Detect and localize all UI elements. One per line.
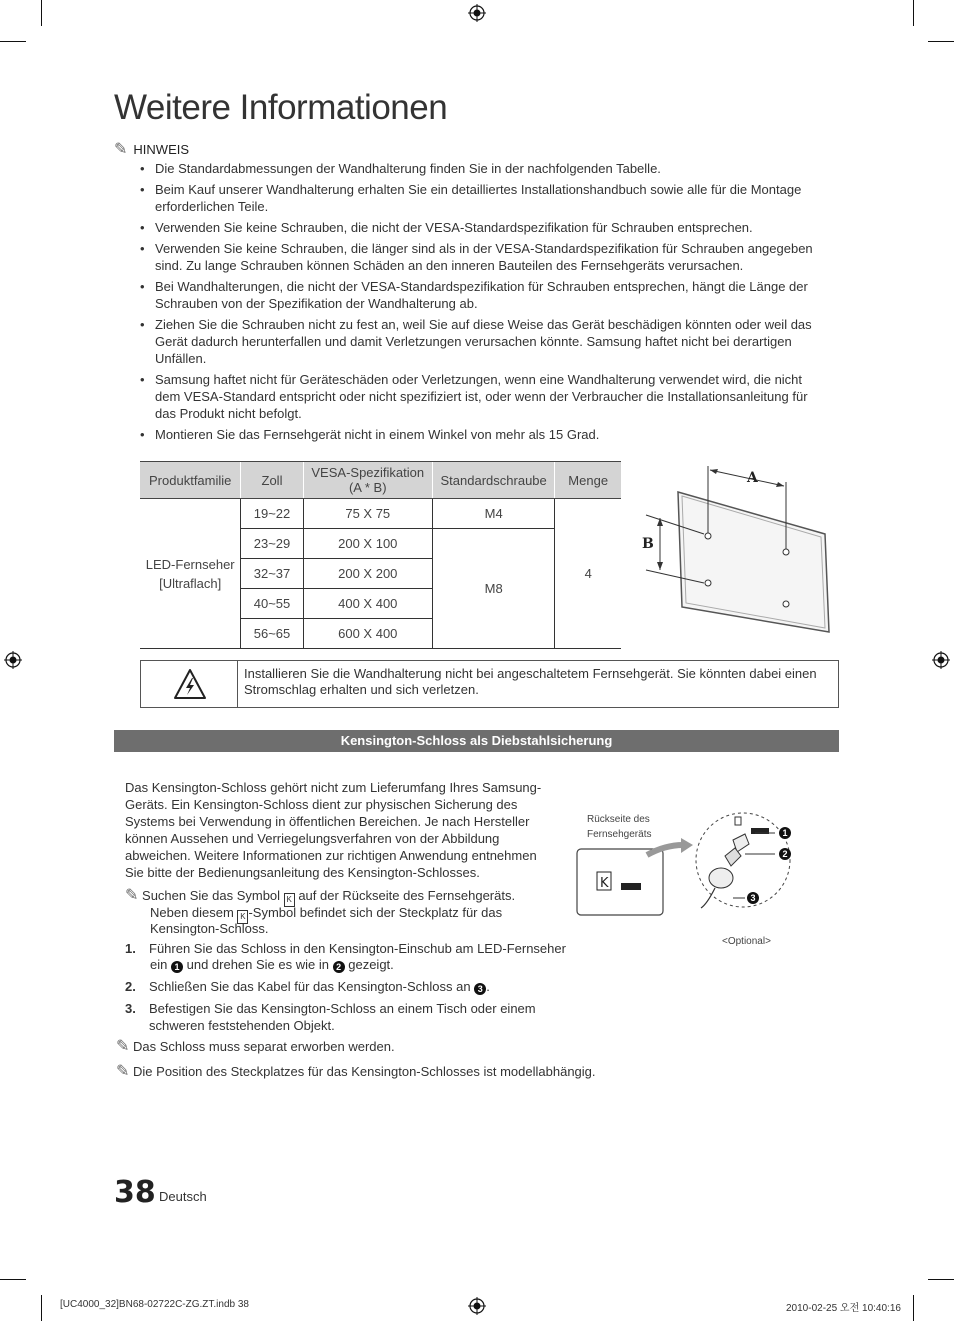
size-cell: 40~55 bbox=[241, 589, 303, 619]
imprint-date: 2010-02-25 오전 10:40:16 bbox=[786, 1303, 901, 1314]
list-item: • Ziehen Sie die Schrauben nicht zu fest an, weil Sie auf diese Weise das Gerät beschädigen könnten oder weil das Gerät dadurch herunterfallen und damit Verletzungen verursachen könnte. Samsung haftet nicht bei derartigen Unfällen. bbox=[138, 316, 828, 367]
vesa-cell: 200 X 200 bbox=[303, 559, 432, 589]
page-language: Deutsch bbox=[159, 1189, 207, 1204]
pencil-icon: ✎ bbox=[125, 887, 139, 904]
imprint-file: [UC4000_32]BN68-02722C-ZG.ZT.indb 38 bbox=[60, 1299, 249, 1310]
vesa-diagram bbox=[640, 460, 840, 645]
registration-mark-icon bbox=[468, 1297, 486, 1315]
figure-label: Rückseite des Fernsehgeräts bbox=[587, 814, 652, 840]
kensington-note-symbol-cont: Neben diesem K -Symbol befindet sich der Steckplatz für das bbox=[150, 904, 560, 924]
size-cell: 23~29 bbox=[241, 529, 303, 559]
kensington-lock-figure bbox=[575, 800, 805, 930]
kensington-note-symbol-cont: Kensington-Schloss. bbox=[150, 921, 269, 936]
vesa-cell: 75 X 75 bbox=[303, 499, 432, 529]
list-item: • Beim Kauf unserer Wandhalterung erhalten Sie ein detailliertes Installationshandbuch sowie alle für die Montage erforderlichen Teile. bbox=[138, 181, 828, 215]
wall-mount-spec-table bbox=[140, 461, 621, 649]
step-1: 1. Führen Sie das Schloss in den Kensington-Einschub am LED-Fernseher bbox=[125, 941, 566, 956]
registration-mark-icon bbox=[4, 651, 22, 669]
kensington-note-position: ✎ Die Position des Steckplatzes für das Kensington-Schlosses ist modellabhängig. bbox=[116, 1063, 596, 1080]
list-item: • Verwenden Sie keine Schrauben, die nicht der VESA-Standardspezifikation für Schrauben entsprechen. bbox=[138, 219, 828, 236]
screw-cell: M8 bbox=[432, 529, 554, 649]
step-3: 3. Befestigen Sie das Kensington-Schloss an einem Tisch oder einem schweren feststehenden Objekt. bbox=[125, 1001, 536, 1033]
crop-mark bbox=[41, 0, 42, 26]
table-row bbox=[140, 499, 621, 529]
warning-icon-cell bbox=[141, 661, 238, 707]
pencil-icon: ✎ bbox=[116, 1063, 130, 1080]
page-number: 38 bbox=[114, 1175, 156, 1210]
registration-mark-icon bbox=[468, 4, 486, 22]
size-cell: 19~22 bbox=[241, 499, 303, 529]
column-header: Standardschraube bbox=[432, 462, 554, 499]
kensington-intro: Das Kensington-Schloss gehört nicht zum Lieferumfang Ihres Samsung-Geräts. Ein Kensington-Schloss dient zur physischen Sicherung des Systems bei Verwendung in öffentlichen Bereichen. Je nach Hersteller können Aussehen und Verriegelungsverfahren von der Abbildung abweichen. Weitere Informationen zur richtigen Anwendung entnehmen Sie bitte der Bedienungsanleitung des Kensington-Schlosses. bbox=[125, 780, 542, 880]
note-list bbox=[138, 160, 828, 447]
figure-optional-label: <Optional> bbox=[722, 936, 771, 947]
crop-mark bbox=[0, 41, 26, 42]
kensington-note-symbol: ✎ Suchen Sie das Symbol K auf der Rückseite des Fernsehgeräts. bbox=[125, 887, 555, 907]
crop-mark bbox=[928, 1279, 954, 1280]
step-2: 2. Schließen Sie das Kabel für das Kensington-Schloss an 3 . bbox=[125, 979, 490, 994]
step-marker-icon: 3 bbox=[747, 892, 759, 904]
crop-mark bbox=[913, 0, 914, 26]
column-header: VESA-Spezifikation (A * B) bbox=[303, 462, 432, 499]
warning-box bbox=[140, 660, 839, 708]
registration-mark-icon bbox=[932, 651, 950, 669]
list-item: • Montieren Sie das Fernsehgerät nicht in einem Winkel von mehr als 15 Grad. bbox=[138, 426, 828, 443]
crop-mark bbox=[928, 41, 954, 42]
list-item: • Die Standardabmessungen der Wandhalterung finden Sie in der nachfolgenden Tabelle. bbox=[138, 160, 828, 177]
size-cell: 56~65 bbox=[241, 619, 303, 649]
electric-shock-warning-icon bbox=[173, 668, 207, 700]
column-header: Menge bbox=[555, 462, 621, 499]
step-marker-icon: 3 bbox=[474, 983, 486, 995]
crop-mark bbox=[41, 1295, 42, 1321]
list-item: • Samsung haftet nicht für Geräteschäden oder Verletzungen, wenn eine Wandhalterung verwendet wird, die nicht dem VESA-Standard entspricht oder nicht spezifiziert ist, oder wenn der Verbraucher die Installationsanleitung für das Produkt nicht befolgt. bbox=[138, 371, 828, 422]
pencil-icon: ✎ bbox=[116, 1038, 130, 1055]
warning-text: Installieren Sie die Wandhalterung nicht bei angeschaltetem Fernsehgerät. Sie könnten dabei einen Stromschlag erhalten und sich verletzen. bbox=[244, 666, 817, 697]
vesa-cell: 600 X 400 bbox=[303, 619, 432, 649]
diagram-label-a: A bbox=[747, 470, 758, 486]
vesa-cell: 200 X 100 bbox=[303, 529, 432, 559]
kensington-k-icon: K bbox=[237, 910, 248, 924]
column-header: Produktfamilie bbox=[140, 462, 241, 499]
kensington-note-purchase: ✎ Das Schloss muss separat erworben werden. bbox=[116, 1038, 395, 1055]
note-heading-label: HINWEIS bbox=[133, 142, 190, 157]
page-title: Weitere Informationen bbox=[114, 88, 448, 127]
note-heading bbox=[114, 139, 189, 159]
step-marker-icon: 2 bbox=[779, 848, 791, 860]
crop-mark bbox=[0, 1279, 26, 1280]
kensington-k-symbol: K bbox=[600, 876, 609, 891]
kensington-k-icon: K bbox=[284, 893, 295, 907]
step-marker-icon: 1 bbox=[779, 827, 791, 839]
section-heading: Kensington-Schloss als Diebstahlsicherung bbox=[114, 730, 839, 752]
step-1-cont: ein 1 und drehen Sie es wie in 2 gezeigt. bbox=[150, 957, 394, 972]
vesa-cell: 400 X 400 bbox=[303, 589, 432, 619]
step-marker-icon: 2 bbox=[333, 961, 345, 973]
list-item: • Bei Wandhalterungen, die nicht der VESA-Standardspezifikation für Schrauben entsprechen, hängt die Länge der Schrauben von der Spezifikation der Wandhalterung ab. bbox=[138, 278, 828, 312]
table-header-row bbox=[140, 462, 621, 499]
quantity-cell: 4 bbox=[555, 499, 621, 649]
step-marker-icon: 1 bbox=[171, 961, 183, 973]
pencil-icon: ✎ bbox=[114, 141, 128, 158]
screw-cell: M4 bbox=[432, 499, 554, 529]
crop-mark bbox=[913, 1295, 914, 1321]
diagram-label-b: B bbox=[642, 536, 654, 552]
family-cell: LED-Fernseher [Ultraflach] bbox=[140, 499, 241, 649]
column-header: Zoll bbox=[241, 462, 303, 499]
list-item: • Verwenden Sie keine Schrauben, die länger sind als in der VESA-Standardspezifikation für Schrauben angegeben sind. Zu lange Schrauben können Schäden an den inneren Bauteilen des Fernsehgeräts verursachen. bbox=[138, 240, 828, 274]
size-cell: 32~37 bbox=[241, 559, 303, 589]
